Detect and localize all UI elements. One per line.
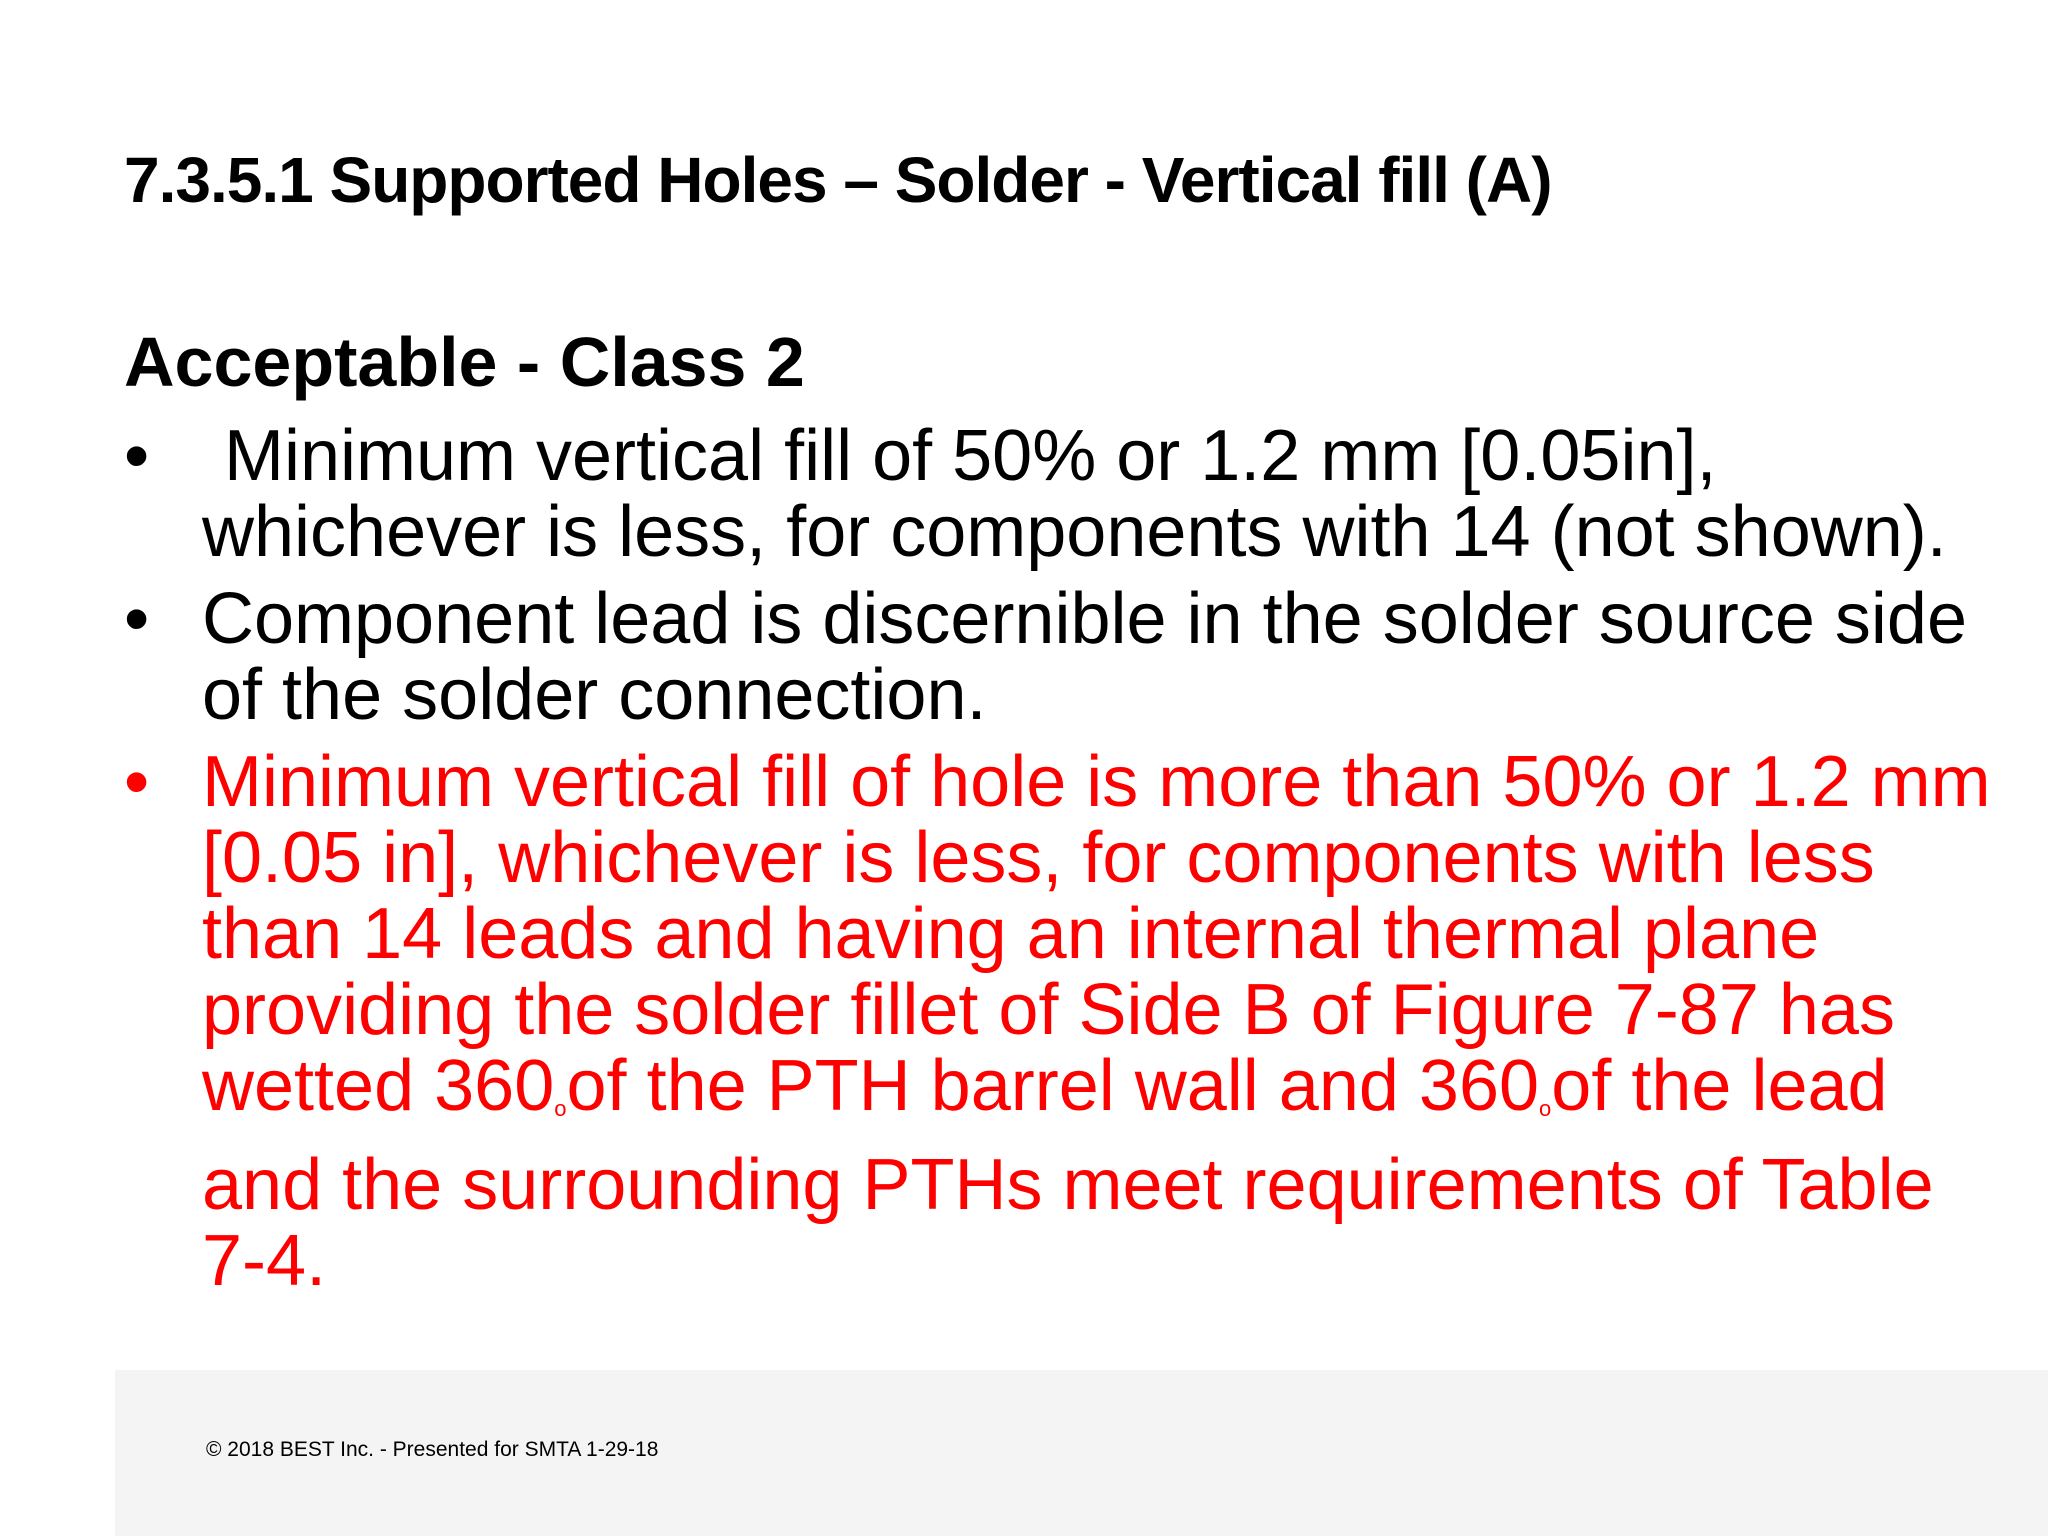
bullet-icon: •: [124, 742, 150, 822]
acceptable-class-heading: Acceptable - Class 2: [124, 323, 805, 401]
criteria-text: Minimum vertical fill of 50% or 1.2 mm [0.05in], whichever is less, for components with 14 (not shown).: [202, 416, 1947, 572]
criteria-text: [202, 744, 2004, 1299]
criteria-item-minimum-fill: [124, 418, 2004, 570]
criteria-item-lead-discernible: [124, 581, 2004, 733]
criteria-item-thermal-plane: [124, 744, 2004, 1299]
criteria-text-part: of the PTH barrel wall and 360: [566, 1046, 1540, 1126]
degree-mark: o: [1539, 1096, 1552, 1121]
criteria-text: Component lead is discernible in the solder source side of the solder connection.: [202, 579, 1967, 735]
degree-mark: o: [554, 1096, 567, 1121]
criteria-list: [124, 418, 2004, 1310]
bullet-icon: •: [124, 416, 150, 496]
slide-title: 7.3.5.1 Supported Holes – Solder - Vertical fill (A): [124, 144, 1552, 216]
bullet-icon: •: [124, 579, 150, 659]
criteria-text-part: of the lead and the surrounding PTHs meet requirements of Table 7-4.: [202, 1046, 1934, 1301]
copyright-footer: © 2018 BEST Inc. - Presented for SMTA 1-29-18: [206, 1438, 659, 1461]
criteria-text-part: Minimum vertical fill of hole is more than 50% or 1.2 mm [0.05 in], whichever is less, for components with less than 14 leads and having an internal thermal plane providing the solder fillet of Side B of Figure 7-87 has wetted 360: [202, 742, 1991, 1126]
